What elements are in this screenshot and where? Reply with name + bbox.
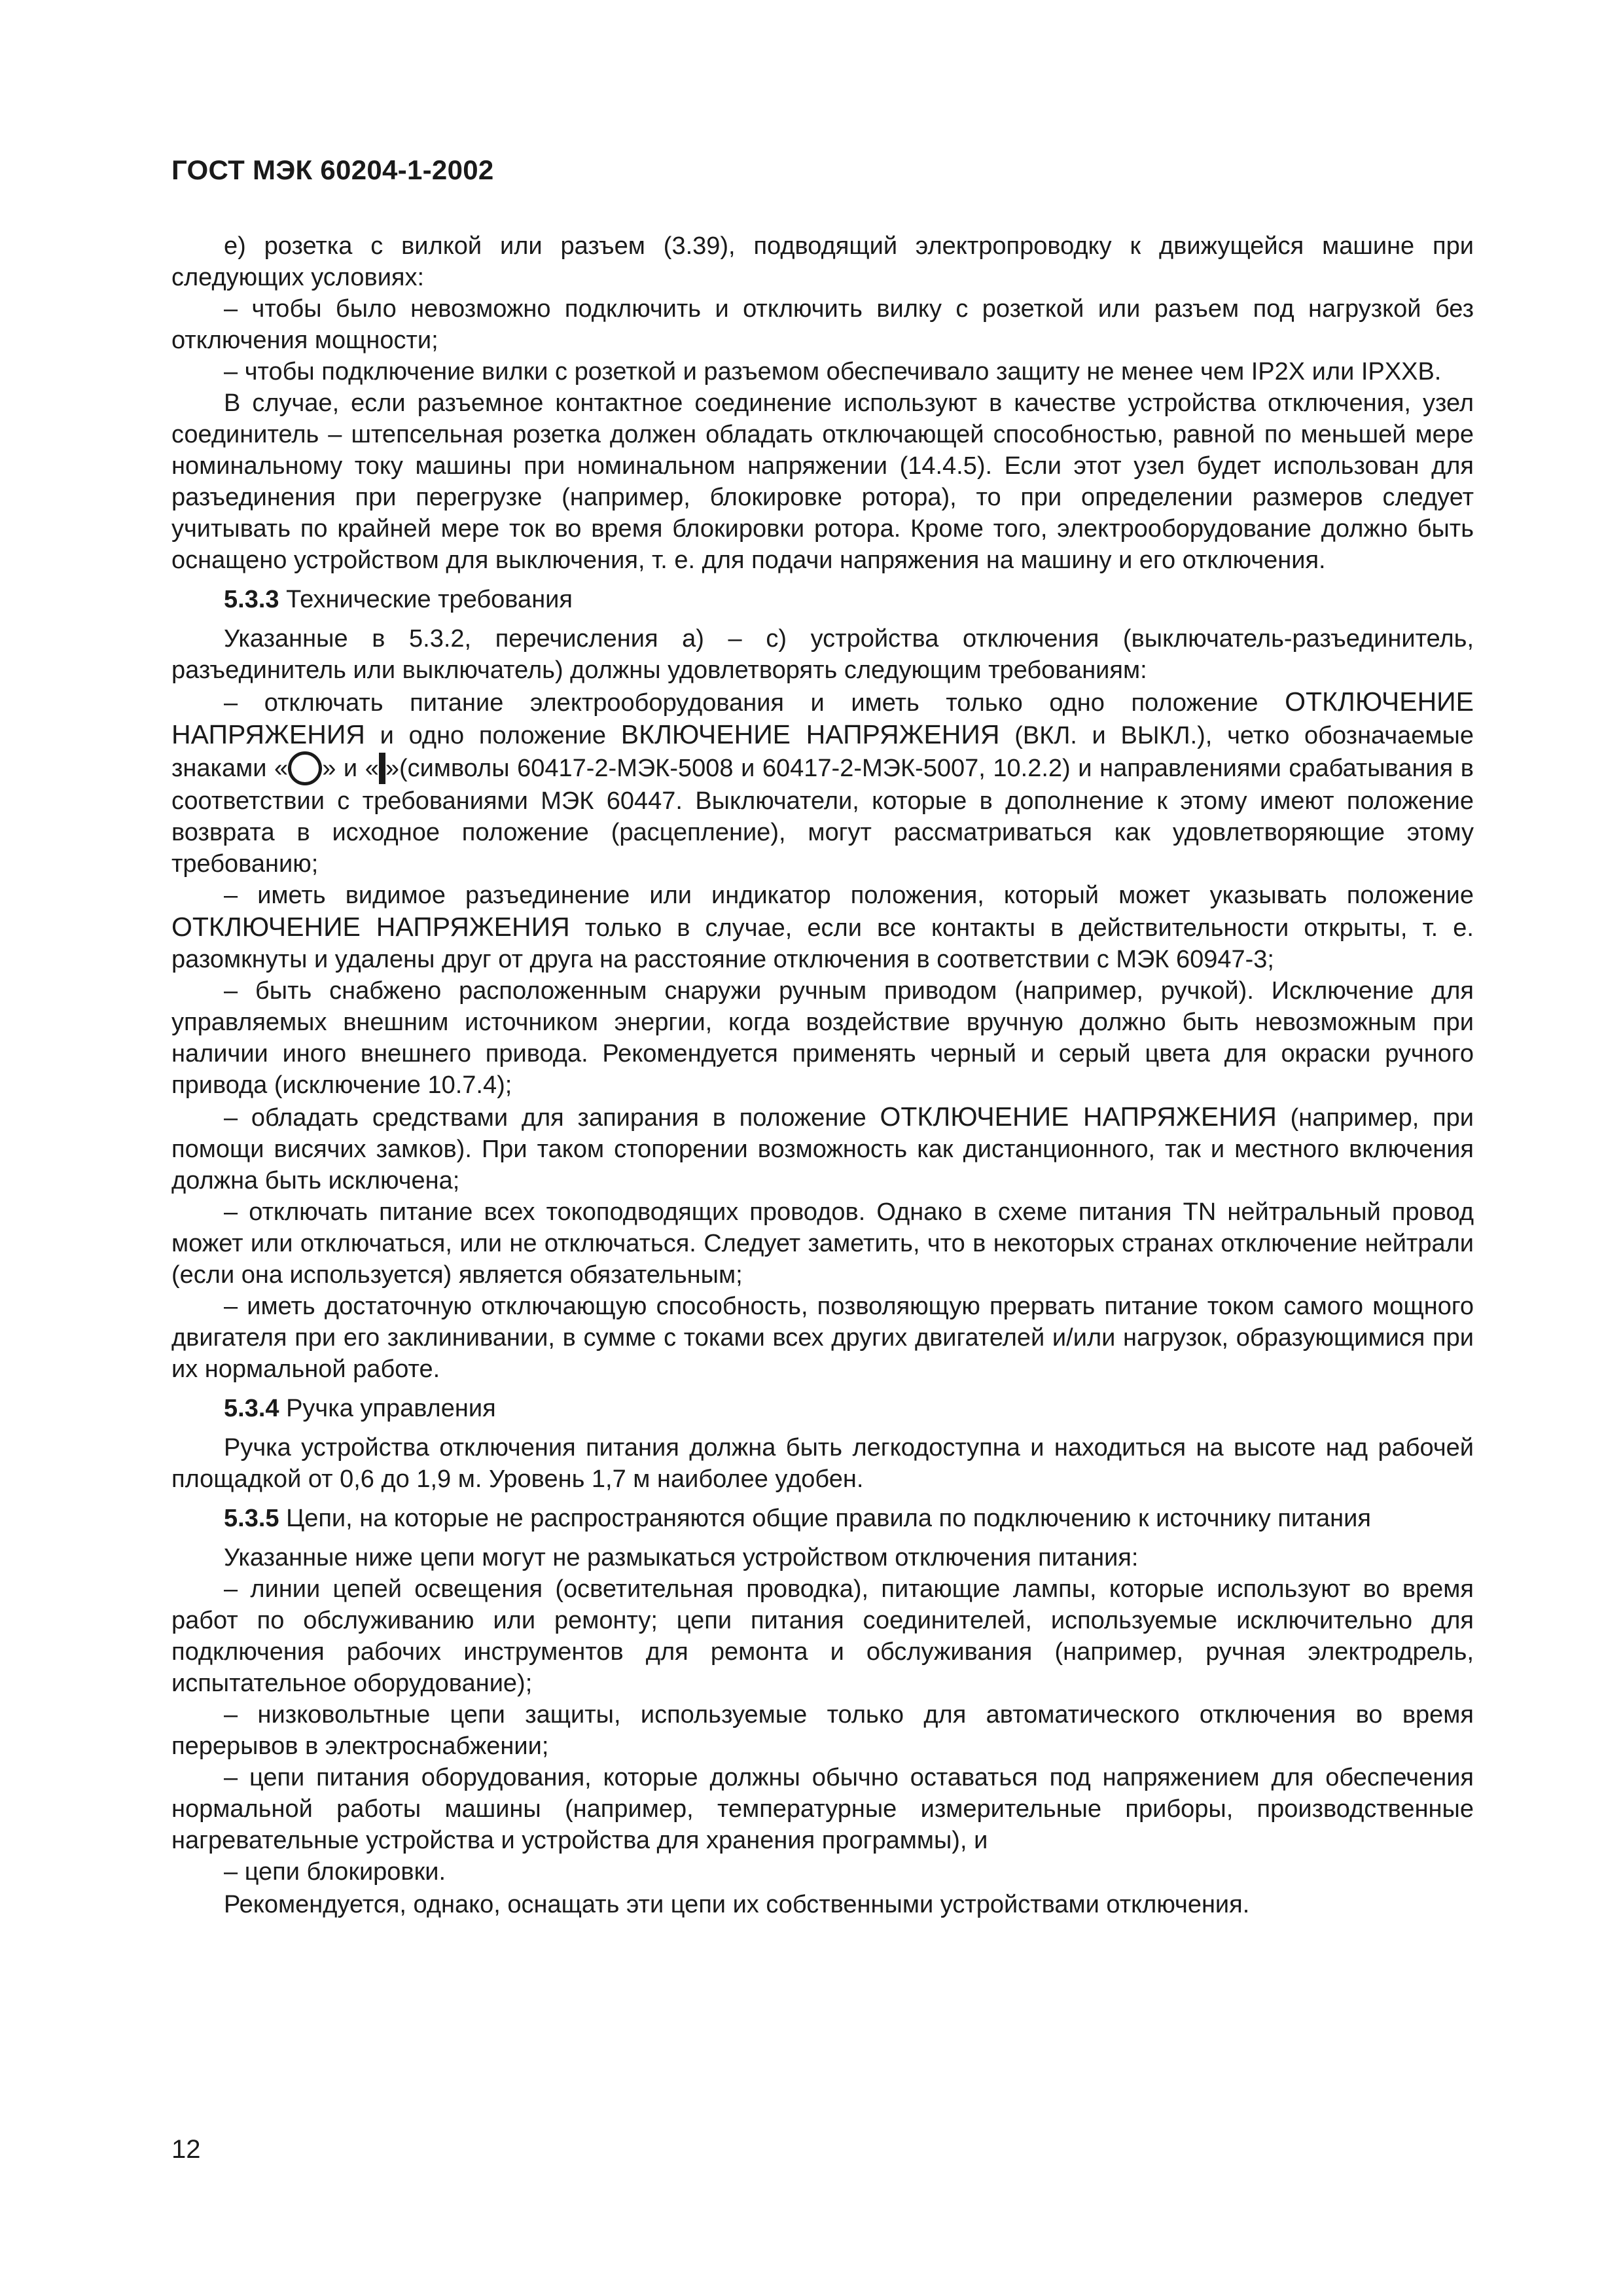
section-number: 5.3.4	[224, 1395, 279, 1422]
bar-symbol-icon	[379, 753, 385, 784]
paragraph-connector: В случае, если разъемное контактное соединение используют в качестве устройства отключения, узел соединитель – штепсельная розетка должен обладать отключающей способностью, равной по меньшей мере номинальному току машины при номинальном напряжении (14.4.5). Если этот узел будет использован для разъединения при перегрузке (например, блокировке ротора), то при определении размеров следует учитывать по крайней мере ток во время блокировки ротора. Кроме того, электрооборудование должно быть оснащено устройством для выключения, т. е. для подачи напряжения на машину и его отключения.	[171, 389, 1474, 574]
text-run: – обладать средствами для запирания в положение	[224, 1104, 880, 1132]
section-5-3-4-heading	[171, 1393, 1474, 1424]
text-run: – отключать питание электрооборудования и иметь только одно положение	[224, 689, 1285, 717]
circuit-2: – низковольтные цепи защиты, используемые только для автоматического отключения во время перерывов в электроснабжении;	[171, 1701, 1474, 1760]
text-run: »(символы 60417-2-МЭК-5008 и 60417-2-МЭК-5007, 10.2.2) и направлениями срабатывания в соответствии с требованиями МЭК 60447. Выключатели, которые в дополнение к этому имеют положение возврата в исходное положение (расцепление), могут рассматриваться как удовлетворяющие этому требованию;	[171, 755, 1474, 878]
section-title: Технические требования	[279, 586, 573, 613]
text-run: и одно положение	[365, 722, 621, 749]
section-title: Ручка управления	[279, 1395, 496, 1422]
text-run: – иметь видимое разъединение или индикатор положения, который может указывать положение	[224, 882, 1474, 909]
requirement-6: – иметь достаточную отключающую способность, позволяющую прервать питание током самого мощного двигателя при его заклинивании, в сумме с токами всех других двигателей и/или нагрузок, образующимися при их нормальной работе.	[171, 1293, 1474, 1383]
document-body	[171, 230, 1474, 1920]
section-5-3-4-text: Ручка устройства отключения питания должна быть легкодоступна и находиться на высоте над рабочей площадкой от 0,6 до 1,9 м. Уровень 1,7 м наиболее удобен.	[171, 1434, 1474, 1493]
section-title: Цепи, на которые не распространяются общие правила по подключению к источнику питания	[279, 1505, 1371, 1532]
circuit-1: – линии цепей освещения (осветительная проводка), питающие лампы, которые используют во время работ по обслуживанию или ремонту; цепи питания соединителей, используемые исключительно для подключения рабочих инструментов для ремонта и обслуживания (например, ручная электродрель, испытательное оборудование);	[171, 1575, 1474, 1697]
caps-off: ОТКЛЮЧЕНИЕ НАПРЯЖЕНИЯ	[171, 912, 570, 942]
section-5-3-5-lead: Указанные ниже цепи могут не размыкаться устройством отключения питания:	[224, 1544, 1139, 1571]
section-5-3-5-heading	[171, 1503, 1474, 1534]
circuit-4: – цепи блокировки.	[224, 1858, 446, 1886]
page-header: ГОСТ МЭК 60204-1-2002	[171, 154, 494, 185]
requirement-2	[171, 880, 1474, 975]
text-run: » и «	[322, 755, 379, 782]
section-5-3-3-heading	[171, 584, 1474, 615]
caps-off: ОТКЛЮЧЕНИЕ НАПРЯЖЕНИЯ	[171, 687, 1474, 749]
requirement-3: – быть снабжено расположенным снаружи ручным приводом (например, ручкой). Исключение для управляемых внешним источником энергии, когда воздействие вручную должно быть невозможным при наличии иного внешнего привода. Рекомендуется применять черный и серый цвета для окраски ручного привода (исключение 10.7.4);	[171, 977, 1474, 1099]
circle-symbol-icon	[288, 751, 322, 785]
condition-1: – чтобы было невозможно подключить и отключить вилку с розеткой или разъем под нагрузкой без отключения мощности;	[171, 295, 1474, 354]
requirement-4	[171, 1101, 1474, 1196]
caps-off: ОТКЛЮЧЕНИЕ НАПРЯЖЕНИЯ	[880, 1102, 1277, 1132]
text-run: (например, при помощи висячих замков). При таком стопорении возможность как дистанционного, так и местного включения должна быть исключена;	[171, 1104, 1474, 1194]
section-5-3-3-lead: Указанные в 5.3.2, перечисления а) – с) устройства отключения (выключатель-разъединитель, разъединитель или выключатель) должны удовлетворять следующим требованиям:	[171, 625, 1474, 684]
condition-2: – чтобы подключение вилки с розеткой и разъемом обеспечивало защиту не менее чем IP2X или IPXXB.	[224, 358, 1442, 386]
section-number: 5.3.5	[224, 1505, 279, 1532]
item-e: е) розетка с вилкой или разъем (3.39), подводящий электропроводку к движущейся машине при следующих условиях:	[171, 232, 1474, 291]
page-number: 12	[171, 2135, 201, 2164]
text-run: только в случае, если все контакты в действительности открыты, т. е. разомкнуты и удалены друг от друга на расстояние отключения в соответствии с МЭК 60947-3;	[171, 914, 1474, 973]
text-run: (ВКЛ. и ВЫКЛ.), четко обозначаемые знаками «	[171, 722, 1474, 782]
caps-on: ВКЛЮЧЕНИЕ НАПРЯЖЕНИЯ	[620, 719, 1000, 749]
closing-recommendation: Рекомендуется, однако, оснащать эти цепи их собственными устройствами отключения.	[224, 1891, 1250, 1918]
requirement-1	[171, 686, 1474, 880]
circuit-3: – цепи питания оборудования, которые должны обычно оставаться под напряжением для обеспечения нормальной работы машины (например, температурные измерительные приборы, производственные нагревательные устройства и устройства для хранения программы), и	[171, 1764, 1474, 1854]
section-number: 5.3.3	[224, 586, 279, 613]
requirement-5: – отключать питание всех токоподводящих проводов. Однако в схеме питания TN нейтральный провод может или отключаться, или не отключаться. Следует заметить, что в некоторых странах отключение нейтрали (если она используется) является обязательным;	[171, 1198, 1474, 1289]
